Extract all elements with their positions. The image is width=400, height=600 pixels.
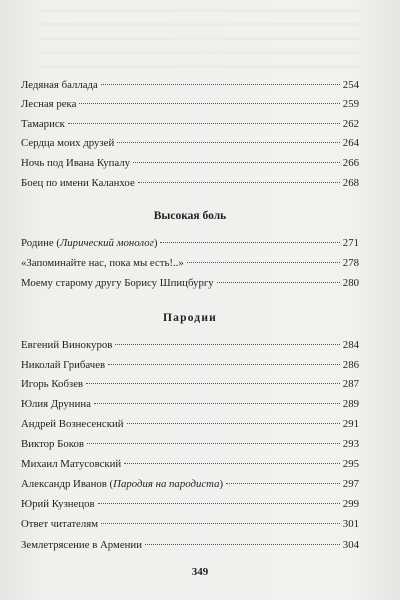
toc-entry [21, 156, 359, 170]
toc-entry-title: Ночь под Ивана Купалу [21, 157, 131, 169]
toc-entry-page: 259 [342, 98, 359, 110]
toc-entry-page: 293 [342, 438, 359, 450]
toc-entry-page: 278 [342, 257, 359, 269]
toc-entry [21, 517, 359, 531]
dot-leader [117, 142, 340, 143]
toc-entry-title: Сердца моих друзей [21, 137, 115, 149]
toc-entry [21, 236, 359, 250]
toc-entry-page: 264 [342, 137, 359, 149]
dot-leader [127, 423, 340, 424]
toc-entry-page: 295 [342, 458, 359, 470]
toc-entry-page: 254 [342, 79, 359, 91]
toc-entry-page: 291 [342, 418, 359, 430]
toc-entry [21, 338, 359, 352]
toc-entry-title: Евгений Винокуров [21, 339, 113, 351]
toc-entry-page: 304 [342, 539, 359, 551]
toc-entry-title: Андрей Вознесенский [21, 418, 124, 430]
toc-entry-title: Землетрясение в Армении [21, 539, 142, 551]
section-heading: Высокая боль [153, 210, 227, 222]
toc-entry [21, 117, 359, 131]
dot-leader [101, 84, 340, 85]
toc-entry-title: Игорь Кобзев [21, 378, 84, 390]
toc-entry-title: Виктор Боков [21, 438, 84, 450]
toc-entry-title: Боец по имени Каланхое [21, 177, 135, 189]
dot-leader [98, 503, 340, 504]
dot-leader [124, 463, 340, 464]
toc-entry-page: 284 [342, 339, 359, 351]
toc-entry-page: 268 [342, 177, 359, 189]
toc-entry [21, 276, 359, 290]
toc-entry-title: Лесная река [21, 98, 77, 110]
page-number: 349 [191, 566, 209, 578]
dot-leader [115, 344, 339, 345]
toc-entry-title: Ледяная баллада [21, 79, 98, 91]
dot-leader [87, 443, 340, 444]
dot-leader [68, 123, 340, 124]
dot-leader [145, 544, 340, 545]
toc-entry [21, 377, 359, 391]
toc-entry-page: 287 [342, 378, 359, 390]
toc-entry [21, 78, 359, 92]
toc-entry-title: Тамариск [21, 118, 65, 130]
dot-leader [187, 262, 340, 263]
toc-entry-title: «Запоминайте нас, пока мы есть!..» [21, 257, 184, 269]
toc-entry-page: 301 [342, 518, 359, 530]
toc-entry-page: 271 [342, 237, 359, 249]
dot-leader [226, 483, 340, 484]
section-heading: Пародии [163, 312, 217, 324]
toc-entry-page: 299 [342, 498, 359, 510]
dot-leader [101, 523, 340, 524]
toc-entry-title: Александр Иванов (Пародия на пародиста) [21, 478, 224, 490]
show-through-text [40, 8, 360, 68]
toc-entry [21, 176, 359, 190]
toc-entry-title: Родине (Лирический монолог) [21, 237, 158, 249]
toc-entry-subtitle: Пародия на пародиста [113, 478, 220, 490]
toc-entry-title: Михаил Матусовский [21, 458, 122, 470]
toc-entry [21, 397, 359, 411]
dot-leader [94, 403, 340, 404]
toc-entry-title: Юрий Кузнецов [21, 498, 95, 510]
toc-entry-page: 280 [342, 277, 359, 289]
dot-leader [138, 182, 340, 183]
toc-entry-page: 262 [342, 118, 359, 130]
toc-entry-title: Николай Грибачев [21, 359, 106, 371]
dot-leader [133, 162, 340, 163]
toc-entry-title: Моему старому другу Борису Шпицбургу [21, 277, 214, 289]
toc-entry-subtitle: Лирический монолог [59, 237, 154, 249]
toc-entry [21, 136, 359, 150]
toc-entry-page: 286 [342, 359, 359, 371]
dot-leader [160, 242, 339, 243]
toc-entry-page: 266 [342, 157, 359, 169]
toc-entry [21, 477, 359, 491]
dot-leader [217, 282, 340, 283]
dot-leader [79, 103, 339, 104]
toc-entry [21, 457, 359, 471]
toc-entry-page: 297 [342, 478, 359, 490]
toc-entry-title: Ответ читателям [21, 518, 99, 530]
toc-entry [21, 497, 359, 511]
toc-entry [21, 97, 359, 111]
dot-leader [108, 364, 340, 365]
toc-entry-title: Юлия Друнина [21, 398, 91, 410]
toc-entry [21, 538, 359, 552]
toc-entry [21, 417, 359, 431]
dot-leader [86, 383, 340, 384]
toc-entry [21, 256, 359, 270]
toc-entry [21, 358, 359, 372]
toc-entry-page: 289 [342, 398, 359, 410]
toc-entry [21, 437, 359, 451]
